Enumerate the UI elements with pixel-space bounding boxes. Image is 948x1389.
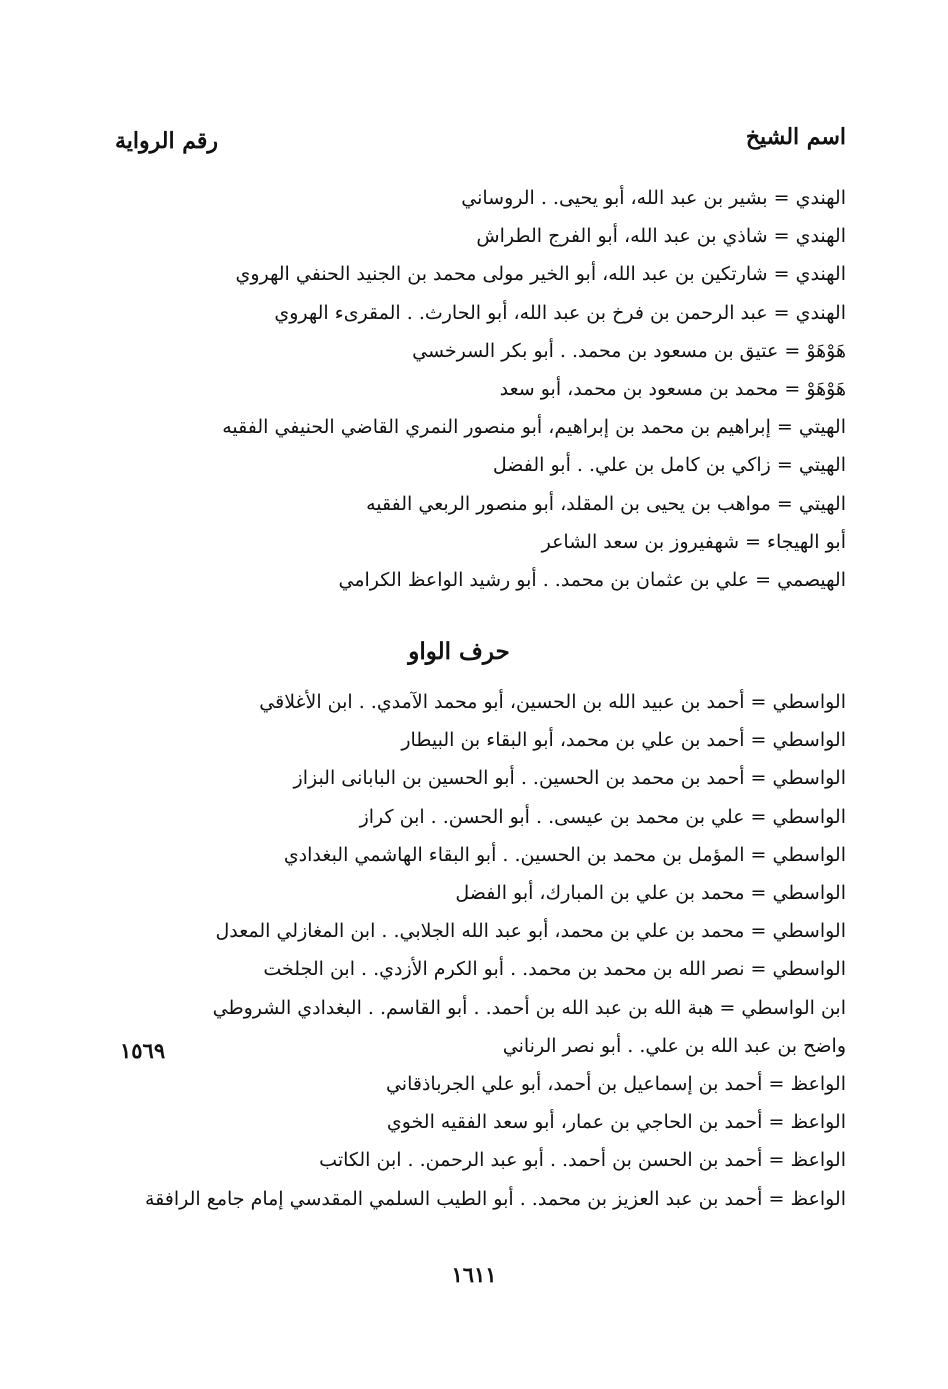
entries-list-bottom [144,683,846,1218]
entry-line: الواسطي = المؤمل بن محمد بن الحسين. . أبو البقاء الهاشمي البغدادي [283,843,846,866]
entry-line: الهندي = شارتكين بن عبد الله، أبو الخير مولى محمد بن الجنيد الحنفي الهروي [235,263,846,286]
entry-line: الواسطي = محمد بن علي بن المبارك، أبو الفضل [455,882,846,905]
entry-line: الواعظ = أحمد بن إسماعيل بن أحمد، أبو علي الجرباذقاني [385,1073,846,1096]
entry-line: الهيتي = إبراهيم بن محمد بن إبراهيم، أبو منصور النمري القاضي الحنيفي الفقيه [222,416,846,439]
entry-line: هَوْهَوْ = محمد بن مسعود بن محمد، أبو سعد [499,378,846,401]
entry-line: واضح بن عبد الله بن علي. . أبو نصر الرناني [502,1034,846,1057]
entry-line: الواسطي = نصر الله بن محمد بن محمد. . أبو الكرم الأزدي. . ابن الجلخت [263,958,846,981]
entry-line: الهيصمي = علي بن عثمان بن محمد. . أبو رشيد الواعظ الكرامي [338,569,846,592]
entry-line: الواسطي = علي بن محمد بن عيسى. . أبو الحسن. . ابن كراز [359,805,846,828]
entry-line: الواسطي = أحمد بن محمد بن الحسين. . أبو الحسين بن البابانى البزاز [293,767,846,790]
entry-line: الواسطي = أحمد بن عبيد الله بن الحسين، أبو محمد الآمدي. . ابن الأغلاقي [259,691,846,713]
narration-number: ١٥٦٩ [120,1038,166,1063]
entry-line: الواعظ = أحمد بن الحاجي بن عمار، أبو سعد الفقيه الخوي [386,1111,846,1134]
entry-line: الواسطي = أحمد بن علي بن محمد، أبو البقاء بن البيطار [401,729,846,752]
section-heading: حرف الواو [408,638,510,665]
page-number: ١٦١١ [451,1262,497,1287]
entry-line: الواسطي = محمد بن علي بن محمد، أبو عبد الله الجلابي. . ابن المغازلي المعدل [215,920,846,943]
entry-line: الواعظ = أحمد بن عبد العزيز بن محمد. . أبو الطيب السلمي المقدسي إمام جامع الرافقة [144,1187,846,1210]
entry-line: الهندي = بشير بن عبد الله، أبو يحيى. . الروساني [461,187,846,209]
entry-line: الهيتي = مواهب بن يحيى بن المقلد، أبو منصور الربعي الفقيه [366,492,846,515]
entry-line: أبو الهيجاء = شهفيروز بن سعد الشاعر [541,530,846,553]
entry-line: هَوْهَوْ = عتيق بن مسعود بن محمد. . أبو بكر السرخسي [412,339,846,362]
entry-line: الواعظ = أحمد بن الحسن بن أحمد. . أبو عبد الرحمن. . ابن الكاتب [319,1149,846,1172]
entry-line: الهندي = عبد الرحمن بن فرخ بن عبد الله، أبو الحارث. . المقرىء الهروي [274,301,846,324]
entry-line: ابن الواسطي = هبة الله بن عبد الله بن أحمد. . أبو القاسم. . البغدادي الشروطي [212,996,846,1019]
shaykh-name-header: اسم الشيخ [745,124,846,150]
entries-list-top [222,179,846,599]
narration-number-header: رقم الرواية [115,128,219,154]
entry-line: الهندي = شاذي بن عبد الله، أبو الفرج الطراش [476,225,846,248]
entry-line: الهيتي = زاكي بن كامل بن علي. . أبو الفضل [492,454,846,477]
